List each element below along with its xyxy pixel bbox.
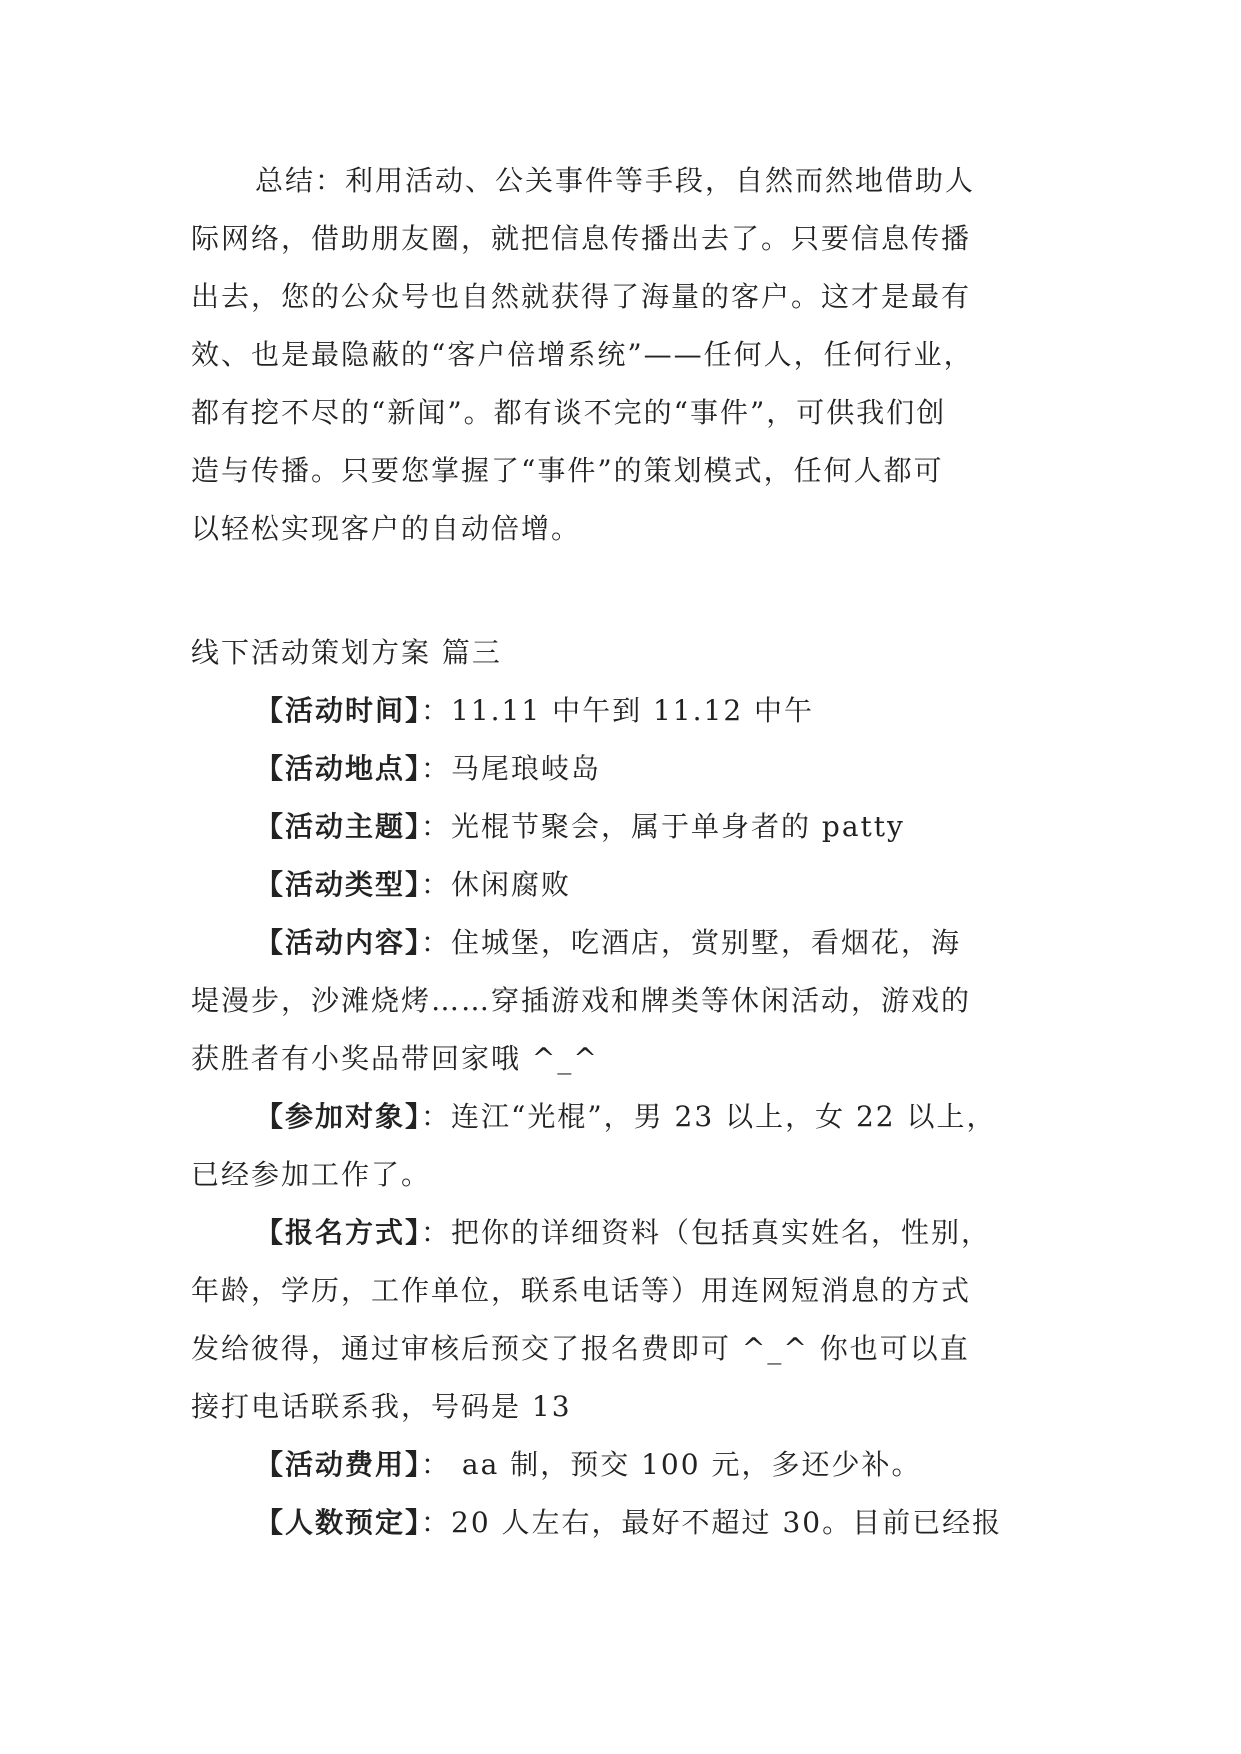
- detail-value-continued: 获胜者有小奖品带回家哦 ^_^: [191, 1042, 599, 1075]
- detail-value: ：连江“光棍”，男 23 以上，女 22 以上，: [421, 1100, 997, 1133]
- detail-value-continued: 年龄，学历，工作单位，联系电话等）用连网短消息的方式: [191, 1274, 972, 1307]
- detail-participants: [191, 1088, 1051, 1146]
- detail-registration: [191, 1204, 1051, 1262]
- detail-time: [191, 682, 1051, 740]
- detail-type: [191, 856, 1051, 914]
- detail-value-continued: 接打电话联系我，号码是 13: [191, 1390, 572, 1423]
- detail-label: 【活动主题】: [255, 810, 422, 843]
- section-title: 线下活动策划方案 篇三: [191, 636, 502, 669]
- detail-value: ：光棍节聚会，属于单身者的 patty: [421, 810, 905, 843]
- summary-line: 造与传播。只要您掌握了“事件”的策划模式，任何人都可: [191, 454, 944, 487]
- detail-fee: [191, 1436, 1051, 1494]
- detail-value: ：马尾琅岐岛: [421, 752, 602, 785]
- detail-label: 【参加对象】: [255, 1100, 422, 1133]
- detail-label: 【活动内容】: [255, 926, 422, 959]
- detail-value: ：住城堡，吃酒店，赏别墅，看烟花，海: [421, 926, 962, 959]
- detail-label: 【活动费用】: [255, 1448, 422, 1481]
- summary-line: 以轻松实现客户的自动倍增。: [191, 512, 582, 545]
- detail-value-continued: 已经参加工作了。: [191, 1158, 432, 1191]
- detail-value: ：20 人左右，最好不超过 30。目前已经报: [421, 1506, 1003, 1539]
- detail-theme: [191, 798, 1051, 856]
- detail-label: 【活动地点】: [255, 752, 422, 785]
- summary-line: 出去，您的公众号也自然就获得了海量的客户。这才是最有: [191, 280, 972, 313]
- summary-line: 际网络，借助朋友圈，就把信息传播出去了。只要信息传播: [191, 222, 972, 255]
- detail-content: [191, 914, 1051, 972]
- detail-value-continued: 堤漫步，沙滩烧烤……穿插游戏和牌类等休闲活动，游戏的: [191, 984, 972, 1017]
- detail-value: ：11.11 中午到 11.12 中午: [421, 694, 815, 727]
- activity-details: [191, 682, 1051, 1552]
- detail-label: 【人数预定】: [255, 1506, 422, 1539]
- summary-line: 效、也是最隐蔽的“客户倍增系统”——任何人，任何行业，: [191, 338, 974, 371]
- detail-headcount: [191, 1494, 1051, 1552]
- detail-value: ：休闲腐败: [421, 868, 572, 901]
- detail-value-continued: 发给彼得，通过审核后预交了报名费即可 ^_^ 你也可以直: [191, 1332, 970, 1365]
- detail-value: ： aa 制，预交 100 元，多还少补。: [421, 1448, 922, 1481]
- detail-location: [191, 740, 1051, 798]
- detail-label: 【活动类型】: [255, 868, 422, 901]
- summary-paragraph: [191, 152, 1051, 558]
- detail-value: ：把你的详细资料（包括真实姓名，性别，: [421, 1216, 992, 1249]
- detail-label: 【活动时间】: [255, 694, 422, 727]
- summary-line: 总结：利用活动、公关事件等手段，自然而然地借助人: [255, 164, 976, 197]
- summary-line: 都有挖不尽的“新闻”。都有谈不完的“事件”，可供我们创: [191, 396, 947, 429]
- detail-label: 【报名方式】: [255, 1216, 422, 1249]
